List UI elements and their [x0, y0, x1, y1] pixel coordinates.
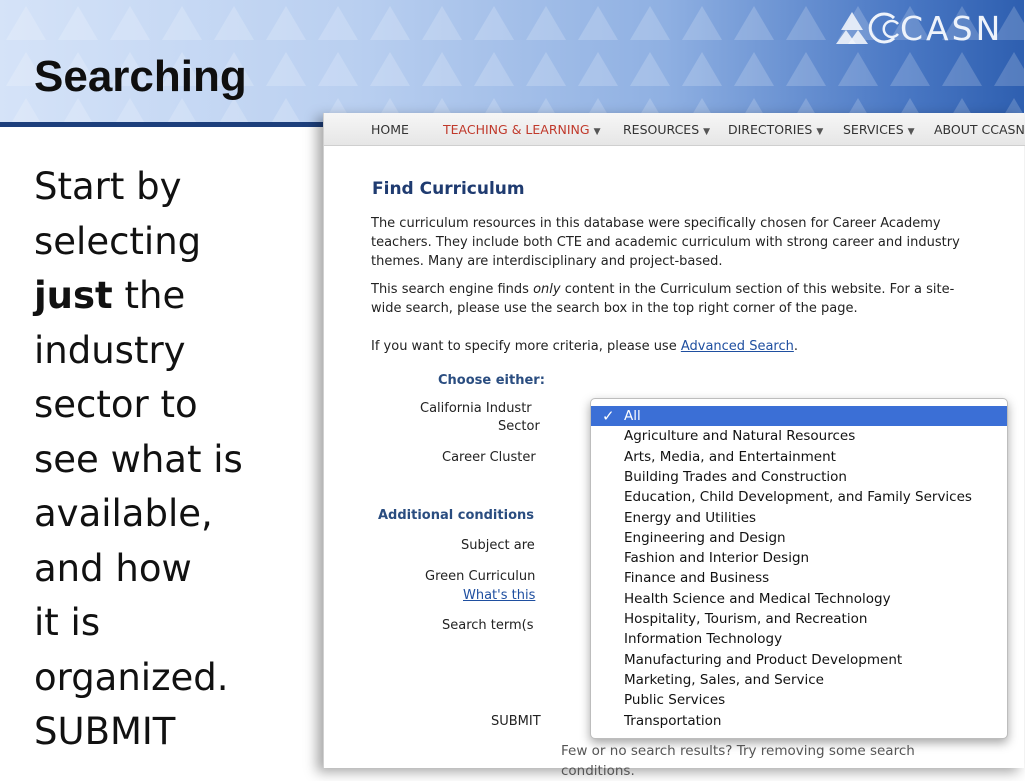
- page-heading: Find Curriculum: [372, 179, 525, 199]
- choose-either-label: Choose either:: [438, 373, 545, 388]
- dropdown-option-label: Engineering and Design: [624, 529, 786, 546]
- dropdown-option[interactable]: [591, 487, 1007, 507]
- scope-text: content in the Curriculum section of this website. For a site-: [560, 282, 955, 297]
- industry-sector-dropdown[interactable]: [590, 398, 1008, 739]
- dropdown-option[interactable]: [591, 711, 1007, 731]
- dropdown-option-label: All: [624, 408, 641, 424]
- dropdown-option[interactable]: [591, 447, 1007, 467]
- slide-body-line: [34, 269, 314, 324]
- body-text: industry: [34, 328, 186, 372]
- intro-line: themes. Many are interdisciplinary and project-based.: [371, 254, 723, 269]
- dropdown-option-label: Transportation: [624, 712, 722, 729]
- nav-resources[interactable]: RESOURCES ▼: [623, 122, 711, 137]
- dropdown-option-label: Arts, Media, and Entertainment: [624, 448, 836, 465]
- advanced-search-paragraph: [371, 337, 1023, 356]
- hint-line: Few or no search results? Try removing some search: [561, 743, 915, 759]
- body-text: organized.: [34, 655, 229, 699]
- slide-body-line: [34, 705, 314, 760]
- industry-sector-label-2: Sector: [498, 419, 540, 434]
- dropdown-option-label: Health Science and Medical Technology: [624, 590, 891, 607]
- dropdown-option[interactable]: [591, 629, 1007, 649]
- dropdown-option-label: Education, Child Development, and Family Services: [624, 489, 972, 506]
- body-text: SUBMIT: [34, 710, 176, 753]
- dropdown-option[interactable]: [591, 406, 1007, 426]
- dropdown-option[interactable]: [591, 508, 1007, 528]
- industry-sector-label: California Industr: [420, 401, 532, 416]
- dropdown-option[interactable]: [591, 690, 1007, 710]
- body-text: and how: [34, 546, 192, 590]
- intro-line: The curriculum resources in this database were specifically chosen for Career Academy: [371, 216, 941, 231]
- chevron-down-icon: ▼: [816, 127, 824, 137]
- few-results-hint: [561, 741, 915, 781]
- dropdown-option-label: Fashion and Interior Design: [624, 550, 810, 567]
- slide-body-line: [34, 596, 314, 651]
- dropdown-option-label: Public Services: [624, 692, 726, 709]
- body-text: see what is: [34, 437, 243, 481]
- slide-body-line: [34, 160, 314, 215]
- dropdown-option-label: Finance and Business: [624, 570, 770, 587]
- advanced-text: .: [793, 339, 798, 354]
- dropdown-option[interactable]: [591, 589, 1007, 609]
- subject-area-label: Subject are: [461, 538, 535, 553]
- dropdown-option[interactable]: [591, 467, 1007, 487]
- dropdown-option-label: Energy and Utilities: [624, 509, 757, 526]
- logo-text: CASN: [900, 8, 1004, 48]
- scope-line: wide search, please use the search box in the top right corner of the page.: [371, 301, 858, 316]
- dropdown-option[interactable]: [591, 528, 1007, 548]
- dropdown-option-label: Information Technology: [624, 631, 783, 648]
- body-text: Start by: [34, 165, 182, 208]
- advanced-search-link[interactable]: Advanced Search: [680, 339, 794, 354]
- advanced-text: If you want to specify more criteria, please use: [371, 339, 681, 354]
- dropdown-option-label: Building Trades and Construction: [624, 468, 847, 485]
- casn-logo: [840, 6, 1003, 48]
- body-emphasis: just: [34, 274, 113, 317]
- slide-body-line: [34, 324, 314, 379]
- slide-body-text: [34, 160, 314, 760]
- slide-body-line: [34, 378, 314, 433]
- body-text: the: [112, 274, 186, 317]
- slide-body-line: [34, 215, 314, 270]
- slide-body-line: [34, 651, 314, 706]
- body-text: available,: [34, 492, 213, 535]
- hint-line: conditions.: [561, 763, 635, 779]
- nav-home[interactable]: HOME: [371, 122, 409, 137]
- green-curriculum-label: Green Curriculun: [425, 569, 536, 584]
- whats-this-link[interactable]: What's this: [463, 588, 536, 603]
- intro-paragraph: [371, 214, 1023, 271]
- slide-title: Searching: [34, 52, 247, 101]
- submit-label[interactable]: SUBMIT: [491, 714, 541, 729]
- slide-body-line: [34, 433, 314, 488]
- dropdown-option-label: Agriculture and Natural Resources: [624, 428, 856, 445]
- checkmark-icon: ✓: [602, 407, 615, 425]
- scope-emphasis: only: [533, 282, 561, 297]
- dropdown-option[interactable]: [591, 650, 1007, 670]
- scope-text: This search engine finds: [371, 282, 534, 297]
- body-text: selecting: [34, 219, 202, 263]
- nav-services[interactable]: SERVICES ▼: [843, 122, 915, 137]
- nav-about-ccasn[interactable]: ABOUT CCASN: [934, 122, 1025, 137]
- chevron-down-icon: ▼: [593, 127, 601, 137]
- dropdown-option[interactable]: [591, 548, 1007, 568]
- dropdown-option-label: Manufacturing and Product Development: [624, 651, 903, 668]
- logo-triangles-icon: [840, 8, 898, 46]
- chevron-down-icon: ▼: [907, 127, 915, 137]
- nav-directories[interactable]: DIRECTORIES ▼: [728, 122, 824, 137]
- website-screenshot: [323, 113, 1025, 779]
- dropdown-option[interactable]: [591, 609, 1007, 629]
- dropdown-option[interactable]: [591, 670, 1007, 690]
- dropdown-option-label: Hospitality, Tourism, and Recreation: [624, 611, 868, 627]
- slide-body-line: [34, 542, 314, 597]
- intro-line: teachers. They include both CTE and academic curriculum with strong career and industry: [371, 235, 960, 250]
- dropdown-option[interactable]: [591, 568, 1007, 588]
- nav-teaching-learning[interactable]: TEACHING & LEARNING ▼: [443, 122, 601, 137]
- dropdown-option[interactable]: [591, 426, 1007, 446]
- body-text: sector to: [34, 383, 198, 426]
- chevron-down-icon: ▼: [703, 127, 711, 137]
- site-nav-bar: [324, 113, 1025, 146]
- additional-conditions-label: Additional conditions: [378, 508, 534, 523]
- dropdown-option-label: Marketing, Sales, and Service: [624, 671, 824, 688]
- career-cluster-label: Career Cluster: [442, 450, 536, 465]
- slide-header-band: [0, 0, 1024, 122]
- header-rule: [0, 122, 330, 127]
- scope-paragraph: [371, 280, 1023, 318]
- slide-body-line: [34, 487, 314, 542]
- body-text: it is: [34, 601, 101, 644]
- search-terms-label: Search term(s: [442, 618, 534, 633]
